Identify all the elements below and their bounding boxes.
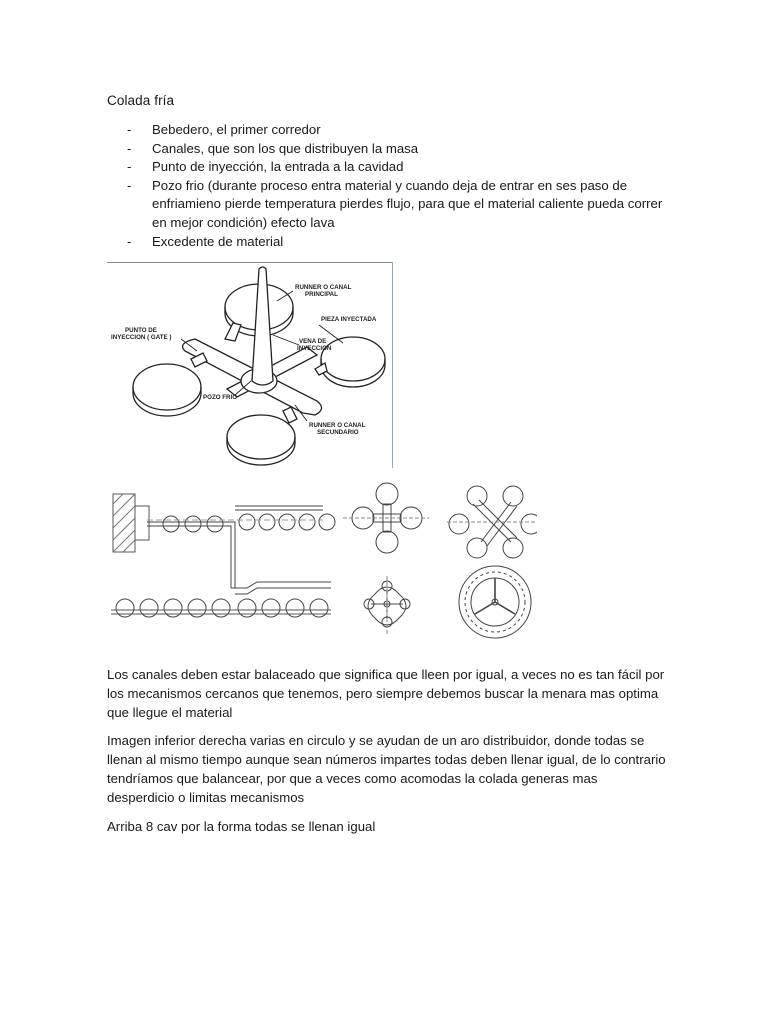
cold-runner-svg [107,263,391,467]
label-punto-2: INYECCION ( GATE ) [111,334,172,341]
label-runner-principal-2: PRINCIPAL [305,291,338,298]
label-vena-1: VENA DE [299,338,327,345]
list-item [107,177,667,233]
gate-right [315,363,327,375]
cold-runner-diagram [107,262,393,468]
list-item-text: Pozo frio (durante proceso entra material y cuando deja de entrar en ses paso de enfriamieno pierde temperatura pierdes flujo, para que el material caliente pueda correr en mejor condición) efecto lava [152,177,663,230]
runner-layouts-figure [107,476,537,652]
list-item-text: Bebedero, el primer corredor [152,122,321,137]
paragraph-ring: Imagen inferior derecha varias en circulo y se ayudan de un aro distribuidor, donde todas se llenan al mismo tiempo aunque sean números impartes todas deben llenar igual, de lo contrario tendríamos que balancear, por que a veces como acomodas la colada generas mas desperdicio o limitas mecanismos [107,733,666,805]
label-pozo-frio: POZO FRIO [203,394,238,401]
list-item [107,233,667,252]
label-runner-sec-2: SECUNDARIO [317,429,359,436]
label-runner-sec-1: RUNNER O CANAL [309,422,366,429]
linear-cavities-top [163,514,335,532]
ring-layout [459,566,531,638]
label-pieza-inyectada: PIEZA INYECTADA [321,316,377,323]
list-item [107,121,667,140]
bullet-marker: - [127,233,132,249]
label-runner-principal-1: RUNNER O CANAL [295,284,352,291]
paragraph-eight-cavities: Arriba 8 cav por la forma todas se llenan igual [107,819,376,834]
x-layout [447,486,537,558]
bullet-marker: - [127,177,132,193]
list-item-text: Punto de inyección, la entrada a la cavidad [152,159,404,175]
label-vena-2: INYECCION [297,345,332,352]
cross-layout [343,483,429,553]
page-title: Colada fría [107,93,175,108]
list-item [107,140,667,159]
cavity-right [321,337,385,381]
gate-top [225,323,241,341]
list-item-text: Excedente de material [152,233,284,249]
list-item-text: Canales, que son los que distribuyen la masa [152,140,419,156]
cavity-bottom [227,415,295,459]
bullet-marker: - [127,122,132,137]
cavity-left [133,364,201,410]
label-punto-1: PUNTO DE [125,327,157,334]
bullet-marker: - [127,159,132,175]
list-item [107,158,667,177]
bullet-marker: - [127,140,132,156]
bullet-list [107,121,667,251]
paragraph-balance: Los canales deben estar balaceado que significa que lleen por igual, a veces no es tan fácil por los mecanismos cercanos que tenemos, pero siempre debemos buscar la menara mas optima que llegue el material [107,667,665,720]
runner-layouts-svg [107,476,537,652]
flower-layout [364,576,410,636]
